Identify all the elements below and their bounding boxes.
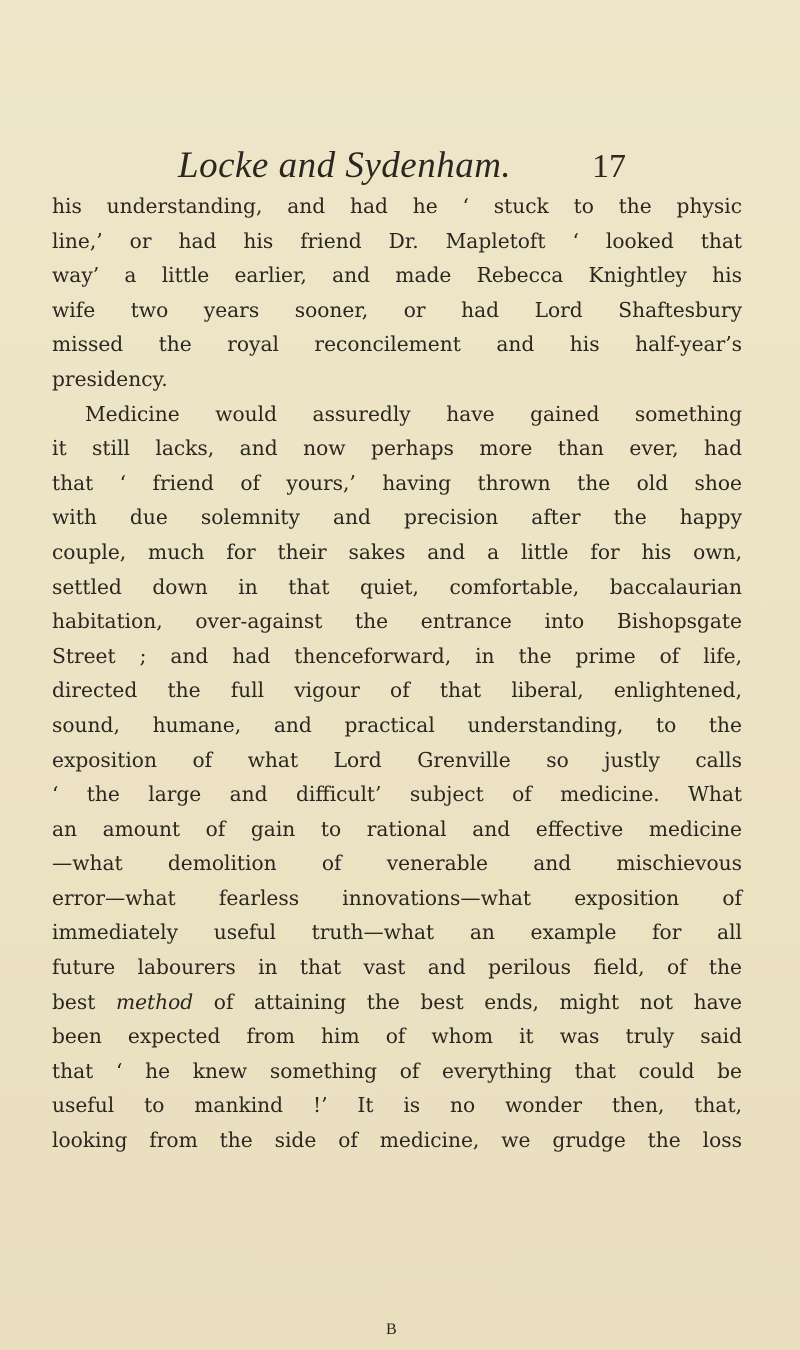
text-line: with due solemnity and precision after the happy: [52, 505, 742, 530]
text-line: error—what fearless innovations—what exposition of: [52, 885, 742, 910]
text-line: looking from the side of medicine, we grudge the loss: [52, 1128, 742, 1153]
text-line: an amount of gain to rational and effective medicine: [52, 816, 742, 841]
text-line-with-italic: [52, 985, 742, 1020]
text-line: habitation, over-against the entrance into Bishopsgate: [52, 609, 742, 634]
text-line: wife two years sooner, or had Lord Shaftesbury: [52, 297, 742, 322]
text-line: couple, much for their sakes and a little for his own,: [52, 539, 742, 564]
text-line: Street ; and had thenceforward, in the prime of life,: [52, 643, 742, 668]
text-line: that ‘ he knew something of everything that could be: [52, 1058, 742, 1083]
text-line: it still lacks, and now perhaps more than ever, had: [52, 436, 742, 461]
text-line: ‘ the large and difficult’ subject of medicine. What: [52, 782, 742, 807]
line-text-after: of attaining the best ends, might not have: [193, 989, 742, 1014]
italic-word: method: [115, 989, 194, 1014]
signature-mark: B: [386, 1321, 397, 1338]
text-line: sound, humane, and practical understanding, to the: [52, 712, 742, 737]
text-line: line,’ or had his friend Dr. Mapletoft ‘ looked that: [52, 228, 742, 253]
text-line: settled down in that quiet, comfortable, baccalaurian: [52, 574, 742, 599]
text-line: presidency.: [52, 366, 168, 391]
text-line: way’ a little earlier, and made Rebecca Knightley his: [52, 263, 742, 288]
body-text: [52, 189, 742, 1158]
text-line: that ‘ friend of yours,’ having thrown the old shoe: [52, 470, 742, 495]
paragraph-start-line: Medicine would assuredly have gained something: [85, 401, 742, 426]
text-line: his understanding, and had he ‘ stuck to the physic: [52, 194, 742, 218]
text-line: directed the full vigour of that liberal, enlightened,: [52, 678, 742, 703]
text-line: future labourers in that vast and perilous field, of the: [52, 955, 742, 980]
page-number: 17: [592, 148, 626, 185]
line-text-before: best: [52, 989, 116, 1014]
running-head: [0, 144, 800, 194]
text-line: immediately useful truth—what an example for all: [52, 920, 742, 945]
text-line: exposition of what Lord Grenville so justly calls: [52, 747, 742, 772]
running-title: Locke and Sydenham.: [178, 145, 512, 186]
text-line: useful to mankind !’ It is no wonder then, that,: [52, 1093, 742, 1118]
text-line: missed the royal reconcilement and his half-year’s: [52, 332, 742, 357]
text-line: been expected from him of whom it was truly said: [52, 1024, 742, 1049]
text-line: —what demolition of venerable and mischievous: [52, 851, 742, 876]
